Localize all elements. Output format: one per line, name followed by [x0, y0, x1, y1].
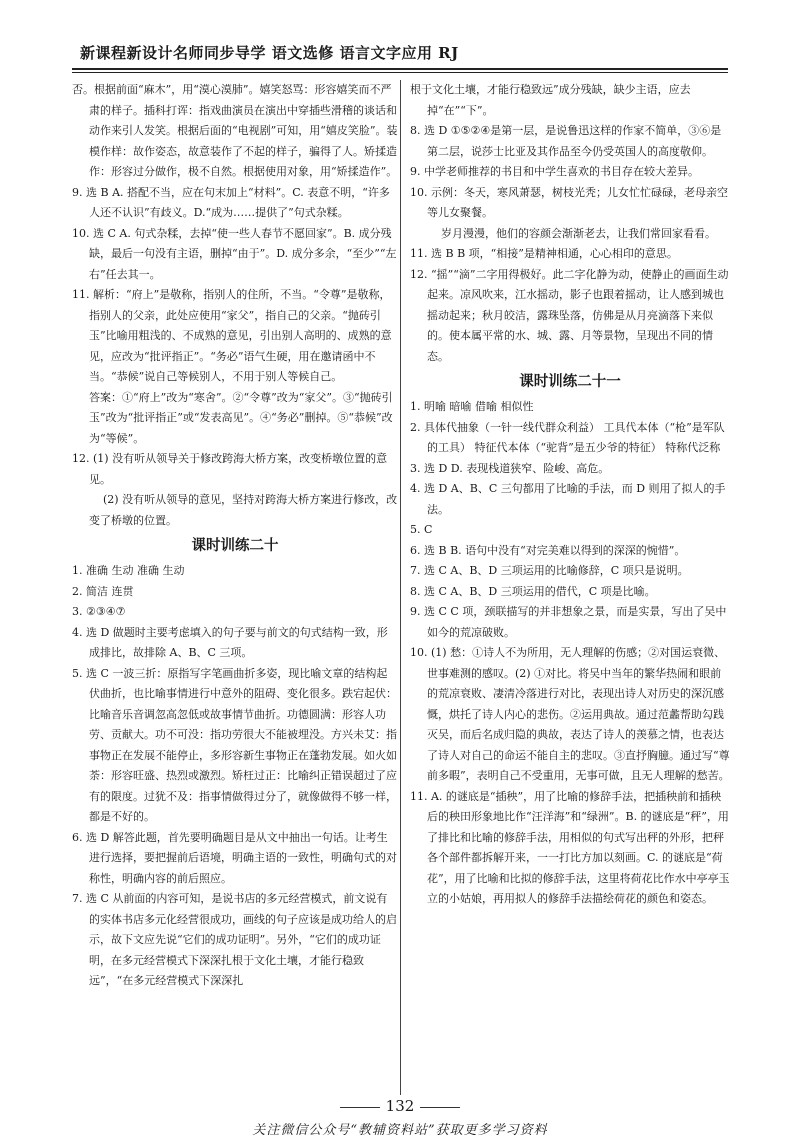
answer-item: 2. 具体代抽象（一针一线代群众利益） 工具代本体（“枪”是军队的工具） 特征代本体（“驼背”是五少爷的特征） 特称代泛称 — [410, 420, 725, 454]
answer-item: 4. 选 D A、B、C 三句都用了比喻的手法，而 D 则用了拟人的手法。 — [410, 482, 726, 516]
section-title: 课时训练二十 — [191, 538, 279, 554]
answer-item: 11. 解析：“府上”是敬称，指别人的住所，不当。“令尊”是敬称，指别人的父亲，此处应使用“家父”，指自己的父亲。“抛砖引玉”比喻用粗浅的、不成熟的意见，引出别人高明的、成熟的意见，应改为“批评指正”。“务必”语气生硬，用在邀请函中不当。“恭候”说自己等候别人，不用于别人等候自己。 — [72, 288, 392, 383]
answer-item: 9. 中学老师推荐的书目和中学生喜欢的书目存在较大差异。 — [410, 165, 699, 178]
answer-item: 12. (1) 没有听从领导关于修改跨海大桥方案，改变桥墩位置的意见。 — [72, 452, 388, 486]
answer-item: 1. 准确 生动 准确 生动 — [72, 564, 185, 577]
footer-note: 关注微信公众号“教辅资料站”获取更多学习资料 — [252, 1123, 548, 1138]
page-number — [0, 1097, 800, 1115]
answer-item: 10. 选 C A. 句式杂糅，去掉“使一些人春节不愿回家”。B. 成分残缺，最后一句没有主语，删掉“由于”。D. 成分多余，“至少”“左右”任去其一。 — [72, 226, 397, 281]
answer-item: 1. 明喻 暗喻 借喻 相似性 — [410, 400, 534, 413]
answer-continuation: 根于文化土壤，才能行稳致远”成分残缺，缺少主语，应去掉“在”“下”。 — [410, 83, 691, 117]
page-number-rule — [420, 1107, 460, 1108]
answer-item: 10. (1) 愁：①诗人不为所用，无人理解的伤感；②对国运衰微、世事难测的感叹。(2) ①对比。将吴中当年的繁华热闹和眼前的荒凉衰败、凄清冷落进行对比，表现出诗人对历史的深沉感慨，烘托了诗人内心的悲伤。②运用典故。通过范蠡帮助勾践灭吴，而后名成归隐的典故，表达了诗人的羡慕之情，也表达了诗人对自己的命运不能自主的悲叹。③直抒胸臆。通过写“尊前多暇”，表明自己不受重用，无事可做，且无人理解的愁苦。 — [410, 646, 730, 782]
header-rule — [72, 68, 728, 70]
answer-item: 6. 选 D 解答此题，首先要明确题目是从文中抽出一句话。让考生进行选择，要把握前后语境，明确主语的一致性，明确句式的对称性，明确内容的前后照应。 — [72, 830, 397, 885]
answer-subparagraph: 答案：①“府上”改为“寒舍”。②“令尊”改为“家父”。③“抛砖引玉”改为“批评指正”或“发表高见”。④“务必”删掉。⑤“恭候”改为“等候”。 — [89, 390, 393, 445]
answer-item: 10. 示例：冬天，寒风萧瑟，树枝光秃；儿女忙忙碌碌，老母亲空等儿女聚餐。 — [410, 185, 728, 219]
left-column — [72, 80, 398, 992]
answer-subparagraph: (2) 没有听从领导的意见，坚持对跨海大桥方案进行修改，改变了桥墩的位置。 — [89, 493, 398, 527]
header-rule-thin — [72, 72, 728, 73]
answer-subparagraph: 岁月漫漫，他们的容颜会渐渐老去，让我们常回家看看。 — [441, 226, 716, 240]
answer-item: 7. 选 C 从前面的内容可知，是说书店的多元经营模式，前文说有的实体书店多元化经营很成功，画线的句子应该是成功给人的启示，故下文应先说“它们的成功证明”。另外，“它们的成功证明，在多元经营模式下深深扎根于文化土壤，才能行稳致远”，“在多元经营模式下深深扎 — [72, 892, 397, 987]
page-number-rule — [340, 1107, 380, 1108]
answer-item: 2. 简洁 连贯 — [72, 584, 134, 598]
answer-item: 11. A. 的谜底是“插秧”，用了比喻的修辞手法，把插秧前和插秧后的秧田形象地比作“汪洋海”和“绿洲”。B. 的谜底是“秤”，用了排比和比喻的修辞手法，用相似的句式写出秤的外形，把秤各个部件都拆解开来，一一打比方加以刻画。C. 的谜底是“荷花”，用了比喻和比拟的修辞手法，这里将荷花比作水中亭亭玉立的小姑娘，再用拟人的修辞手法描绘荷花的颜色和姿态。 — [410, 789, 730, 905]
answer-item: 3. 选 D D. 表现栈道狭窄、险峻、高危。 — [410, 461, 610, 475]
answer-item: 3. ②③④⑦ — [72, 605, 126, 618]
answer-item: 9. 选 B A. 搭配不当，应在句末加上“材料”。C. 表意不明，“许多人还不认识”有歧义。D.“成为……提供了”句式杂糅。 — [72, 185, 390, 219]
answer-item: 9. 选 C C 项，颈联描写的并非想象之景，而是实景，写出了吴中如今的荒凉破败。 — [410, 605, 727, 639]
answer-item: 4. 选 D 做题时主要考虑填入的句子要与前文的句式结构一致，形成排比，故排除 A、B、C 三项。 — [72, 625, 388, 659]
answer-item: 8. 选 C A、B、D 三项运用的借代，C 项是比喻。 — [410, 584, 656, 598]
answer-item: 6. 选 B B. 语句中没有“对完美难以得到的深深的惋惜”。 — [410, 543, 686, 557]
column-divider — [400, 80, 401, 1095]
answer-item: 8. 选 D ①⑤②④是第一层，是说鲁迅这样的作家不简单，③⑥是第二层，说莎士比亚及其作品至今仍受英国人的高度敬仰。 — [410, 124, 722, 158]
answer-item: 5. 选 C 一波三折：原指写字笔画曲折多姿，现比喻文章的结构起伏曲折，也比喻事情进行中意外的阻碍、变化很多。跌宕起伏：比喻音乐音调忽高忽低或故事情节曲折。功德圆满：形容人功劳、贡献大。功不可没：指功劳很大不能被埋没。方兴未艾：指事物正在发展不能停止，多形容新生事物正在蓬勃发展。如火如荼：形容旺盛、热烈或激烈。矫枉过正：比喻纠正错误超过了应有的限度。过犹不及：指事情做得过分了，就像做得不够一样，都是不好的。 — [72, 666, 397, 823]
right-column — [410, 80, 730, 910]
answer-item: 否。根据前面“麻木”，用“漠心漠肺”。嬉笑怒骂：形容嬉笑而不严肃的样子。插科打诨：指戏曲演员在演出中穿插些滑稽的谈话和动作来引人发笑。根据后面的“电视剧”可知，用“嬉皮笑脸”。装模作样：故作姿态，故意装作了不起的样子，骗得了人。矫揉造作：形容过分做作，极不自然。根据使用对象，用“矫揉造作”。 — [72, 83, 398, 178]
answer-item: 5. C — [410, 523, 433, 536]
running-header: 新课程新设计名师同步导学 语文选修 语言文字应用 RJ — [80, 44, 459, 62]
answer-item: 11. 选 B B 项，“相接”是精神相通，心心相印的意思。 — [410, 247, 678, 260]
answer-item: 12. “摇”“滴”二字用得极好。此二字化静为动，使静止的画面生动起来。凉风吹来，江水摇动，影子也跟着摇动，让人感到城也摇动起来；秋月皎洁，露珠坠落，仿佛是从月亮滴落下来似的。使本属平常的水、城、露、月等景物，呈现出不同的情态。 — [410, 267, 729, 363]
page-number-text: 132 — [385, 1097, 415, 1115]
answer-item: 7. 选 C A、B、D 三项运用的比喻修辞，C 项只是说明。 — [410, 564, 689, 577]
section-title: 课时训练二十一 — [519, 374, 621, 390]
